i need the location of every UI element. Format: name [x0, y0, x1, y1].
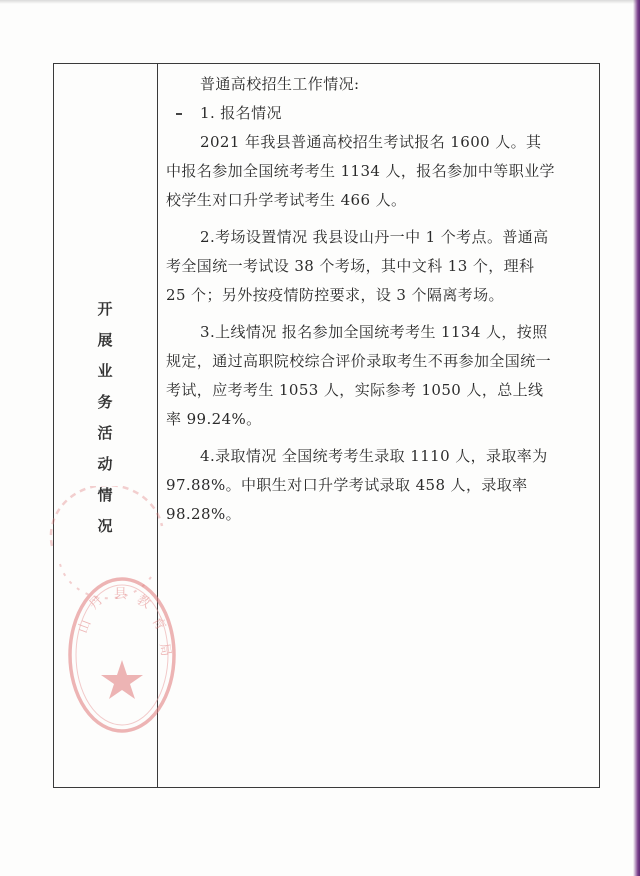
- paragraph-admissions: 4.录取情况 全国统考考生录取 1110 人，录取率为 97.88%。中职生对口升学考试录取 458 人，录取率 98.28%。: [166, 447, 548, 523]
- row-label-char: 动: [97, 455, 113, 473]
- row-label-char: 展: [97, 331, 113, 349]
- scan-edge-top: [0, 0, 640, 4]
- svg-text:丹: 丹: [86, 593, 107, 613]
- paragraph-registration: 2021 年我县普通高校招生考试报名 1600 人。其中报名参加全国统考考生 1134 人，报名参加中等职业学校学生对口升学考试考生 466 人。: [166, 133, 555, 209]
- svg-text:育: 育: [148, 614, 169, 634]
- scan-edge-right: [633, 0, 640, 876]
- svg-text:山: 山: [75, 618, 95, 636]
- row-label-char: 情: [97, 486, 113, 504]
- official-seal: [64, 572, 180, 738]
- row-label-char: 业: [97, 362, 113, 380]
- section-title: 普通高校招生工作情况:: [200, 75, 360, 93]
- svg-text:教: 教: [134, 592, 153, 612]
- item-heading: 1. 报名情况: [200, 104, 282, 122]
- row-label-char: 开: [97, 300, 113, 318]
- row-label-char: 活: [97, 424, 113, 442]
- document-body: [166, 70, 556, 529]
- svg-text:局: 局: [156, 642, 174, 658]
- paragraph-exam-venues: 2.考场设置情况 我县设山丹一中 1 个考点。普通高考全国统一考试设 38 个考场，其中文科 13 个，理科 25 个；另外按疫情防控要求，设 3 个隔离考场。: [166, 228, 549, 304]
- row-label-char: 务: [97, 393, 113, 411]
- row-label-char: 况: [97, 517, 113, 535]
- paragraph-pass-rate: 3.上线情况 报名参加全国统考考生 1134 人，按照规定，通过高职院校综合评价录取考生不再参加全国统一考试，应考考生 1053 人，实际参考 1050 人，总上线率 99.24%。: [166, 323, 552, 428]
- svg-text:县: 县: [114, 587, 128, 602]
